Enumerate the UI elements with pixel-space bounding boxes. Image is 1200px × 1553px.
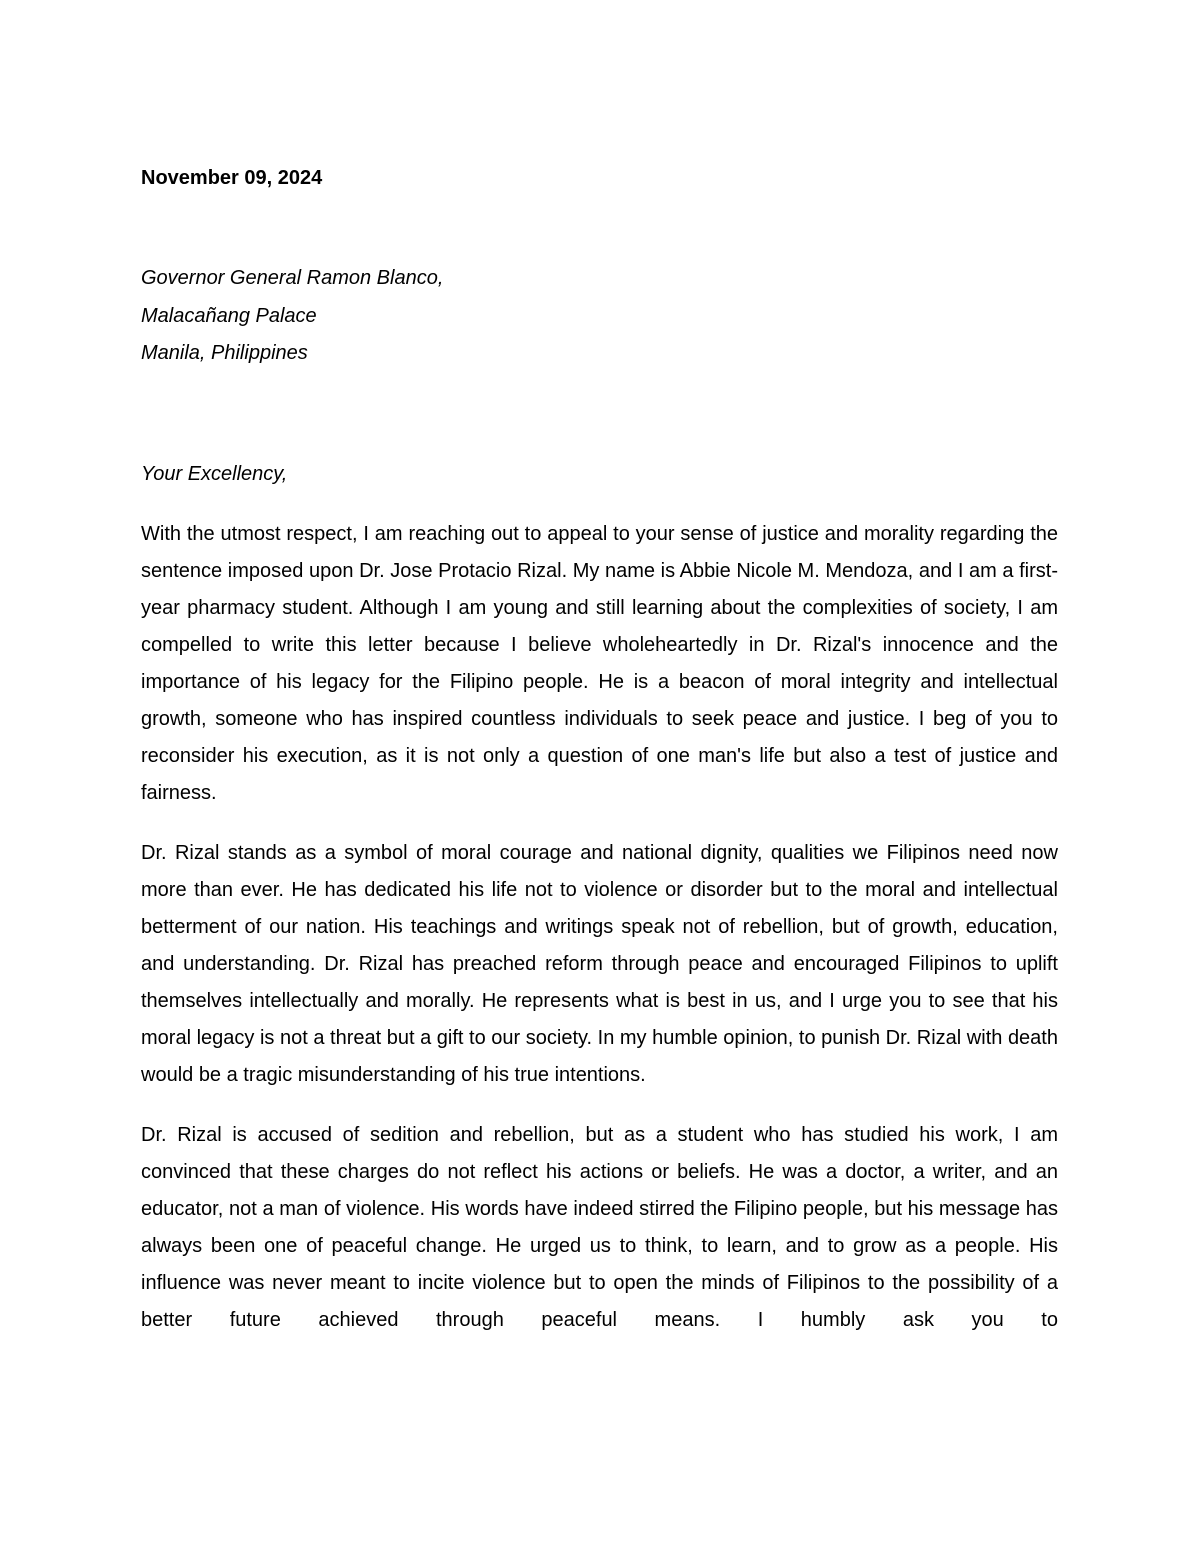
paragraph-2: Dr. Rizal stands as a symbol of moral courage and national dignity, qualities we Filipinos need now more than ever. He has dedicated his life not to violence or disorder but to the moral and intellectual betterment of our nation. His teachings and writings speak not of rebellion, but of growth, education, and understanding. Dr. Rizal has preached reform through peace and encouraged Filipinos to uplift themselves intellectually and morally. He represents what is best in us, and I urge you to see that his moral legacy is not a threat but a gift to our society. In my humble opinion, to punish Dr. Rizal with death would be a tragic misunderstanding of his true intentions. [141, 841, 1058, 1086]
recipient-name: Governor General Ramon Blanco, [141, 267, 444, 289]
salutation: Your Excellency, [141, 462, 288, 485]
recipient-city: Manila, Philippines [141, 342, 308, 364]
recipient-location: Malacañang Palace [141, 304, 317, 327]
paragraph-3: Dr. Rizal is accused of sedition and rebellion, but as a student who has studied his work, I am convinced that these charges do not reflect his actions or beliefs. He was a doctor, a writer, and an educator, not a man of violence. His words have indeed stirred the Filipino people, but his message has always been one of peaceful change. He urged us to think, to learn, and to grow as a people. His influence was never meant to incite violence but to open the minds of Filipinos to the possibility of a better future achieved through peaceful means. I humbly ask you to [141, 1123, 1058, 1331]
paragraph-1: With the utmost respect, I am reaching out to appeal to your sense of justice and morality regarding the sentence imposed upon Dr. Jose Protacio Rizal. My name is Abbie Nicole M. Mendoza, and I am a first-year pharmacy student. Although I am young and still learning about the complexities of society, I am compelled to write this letter because I believe wholeheartedly in Dr. Rizal's innocence and the importance of his legacy for the Filipino people. He is a beacon of moral integrity and intellectual growth, someone who has inspired countless individuals to seek peace and justice. I beg of you to reconsider his execution, as it is not only a question of one man's life but also a test of justice and fairness. [141, 522, 1058, 804]
letter-body [141, 163, 1058, 1339]
recipient-address [141, 260, 1058, 373]
letter-date: November 09, 2024 [141, 167, 323, 189]
